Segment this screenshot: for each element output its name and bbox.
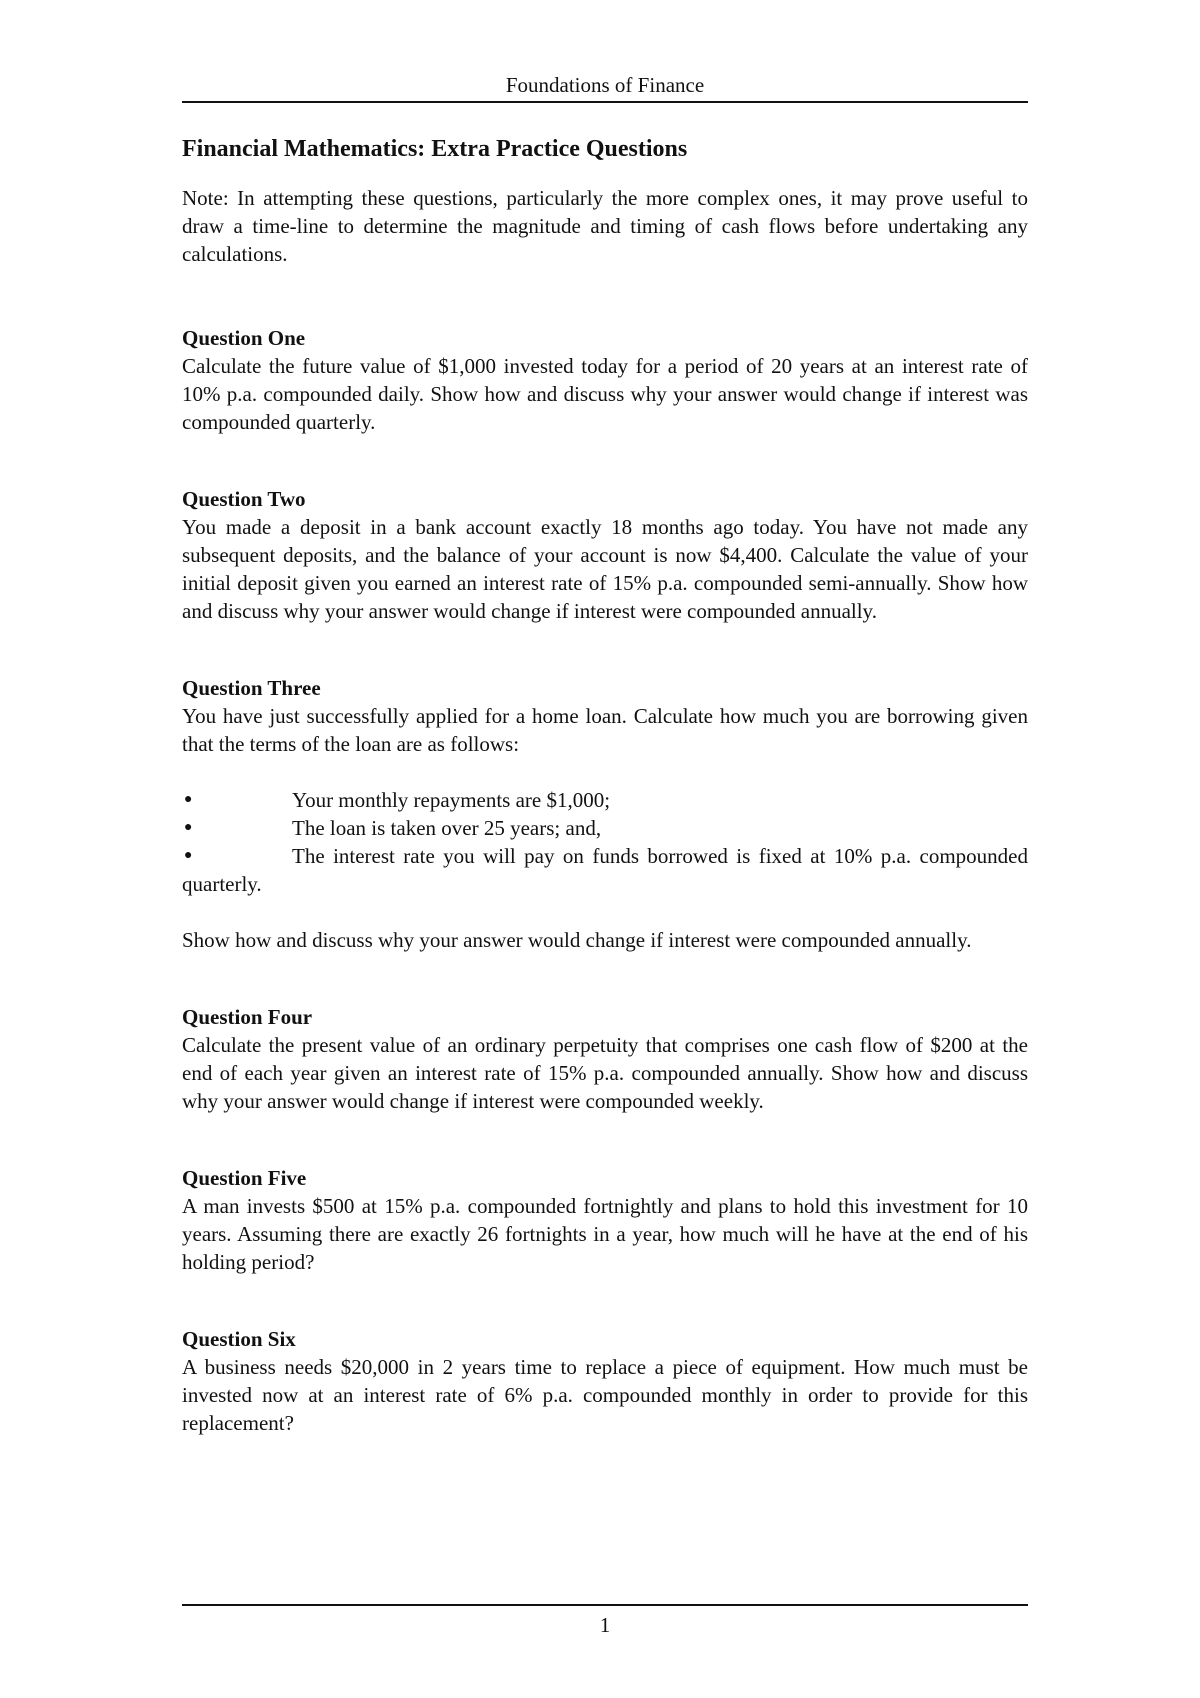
header-rule [182,101,1028,103]
question-one [182,324,1028,436]
question-text: Calculate the future value of $1,000 invested today for a period of 20 years at an interest rate of 10% p.a. compounded daily. Show how and discuss why your answer would change if interest was compounded quarterly. [182,354,1028,434]
question-three [182,674,1028,954]
question-text: You made a deposit in a bank account exactly 18 months ago today. You have not made any subsequent deposits, and the balance of your account is now $4,400. Calculate the value of your initial deposit given you earned an interest rate of 15% p.a. compounded semi-annually. Show how and discuss why your answer would change if interest were compounded annually. [182,515,1028,623]
footer-rule [182,1604,1028,1606]
question-heading: Question Five [182,1166,307,1190]
question-text: A man invests $500 at 15% p.a. compounded fortnightly and plans to hold this investment for 10 years. Assuming there are exactly 26 fortnights in a year, how much will he have at the end of his holding period? [182,1194,1028,1274]
question-heading: Question Three [182,676,321,700]
question-six [182,1325,1028,1437]
intro-note: Note: In attempting these questions, particularly the more complex ones, it may prove useful to draw a time-line to determine the magnitude and timing of cash flows before undertaking any calculations. [182,186,1028,266]
question-text: A business needs $20,000 in 2 years time to replace a piece of equipment. How much must be invested now at an interest rate of 6% p.a. compounded monthly in order to provide for this replacement? [182,1355,1028,1435]
list-item [182,814,1028,842]
question-text: Calculate the present value of an ordinary perpetuity that comprises one cash flow of $200 at the end of each year given an interest rate of 15% p.a. compounded annually. Show how and discuss why your answer would change if interest were compounded weekly. [182,1033,1028,1113]
list-item-text: Your monthly repayments are $1,000; [292,788,611,812]
list-item-text: The interest rate you will pay on funds borrowed is fixed at 10% p.a. compounded quarterly. [182,844,1028,896]
bullet-icon: ● [184,820,193,835]
question-heading: Question Two [182,487,306,511]
bullet-icon: ● [184,792,193,807]
document-title: Financial Mathematics: Extra Practice Questions [182,136,688,162]
list-item [182,786,1028,814]
bullet-icon: ● [184,848,193,863]
question-heading: Question Six [182,1327,296,1351]
question-heading: Question One [182,326,306,350]
page-number: 1 [599,1613,611,1637]
question-two [182,485,1028,625]
question-followup: Show how and discuss why your answer would change if interest were compounded annually. [182,928,972,952]
question-four [182,1003,1028,1115]
running-header: Foundations of Finance [505,73,705,97]
list-item [182,842,1028,898]
question-text: You have just successfully applied for a home loan. Calculate how much you are borrowing given that the terms of the loan are as follows: [182,704,1028,756]
loan-terms-list [182,786,1028,898]
question-five [182,1164,1028,1276]
question-heading: Question Four [182,1005,313,1029]
page-content [182,133,1028,1437]
list-item-text: The loan is taken over 25 years; and, [292,816,602,840]
